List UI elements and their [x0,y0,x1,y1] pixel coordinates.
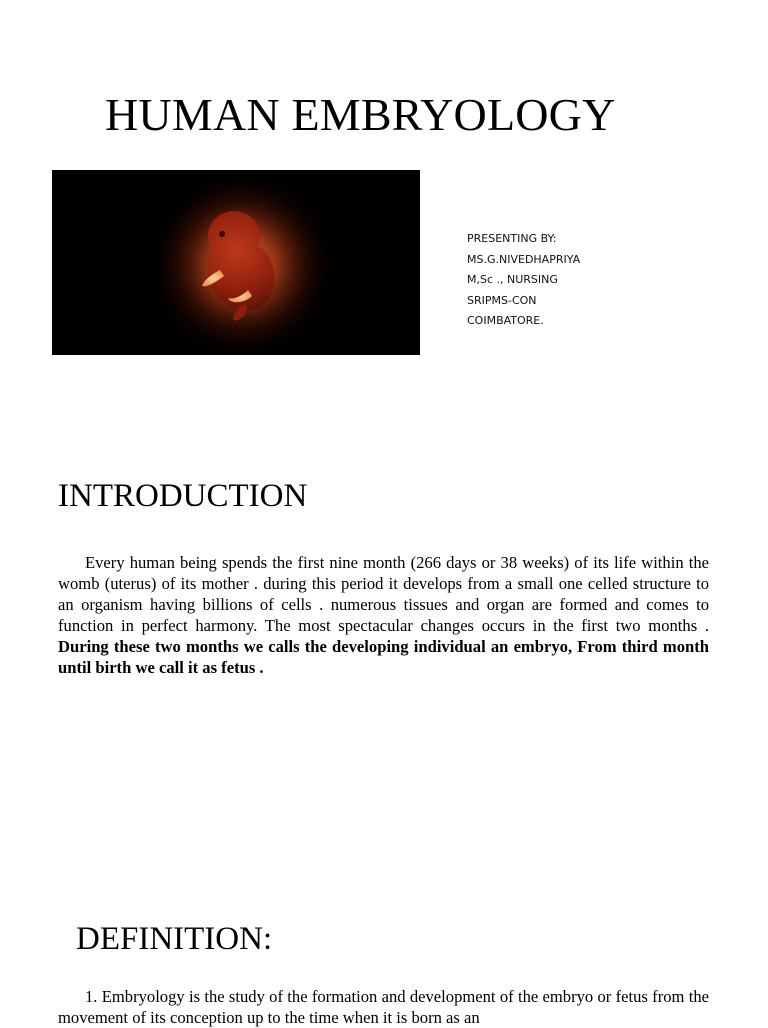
page-title: HUMAN EMBRYOLOGY [105,89,616,140]
definition-heading: DEFINITION: [76,921,273,957]
presenter-institution: SRIPMS-CON [467,293,537,307]
embryo-image [52,170,420,355]
introduction-paragraph [58,552,709,678]
presenter-name: MS.G.NIVEDHAPRIYA [467,252,581,266]
presenter-line: PRESENTING BY: [467,232,557,245]
definition-paragraph: 1. Embryology is the study of the formation and development of the embryo or fetus from the movement of its conception up to the time when it is born as an [58,987,709,1027]
introduction-heading: INTRODUCTION [58,478,308,514]
embryo-illustration [52,170,420,355]
presenter-city: COIMBATORE. [467,314,544,327]
introduction-emphasis: During these two months we calls the developing individual an embryo, From third month until birth we call it as fetus . [58,637,709,677]
presenter-qualification: M,Sc ., NURSING [467,273,558,286]
introduction-text: Every human being spends the first nine month (266 days or 38 weeks) of its life within the womb (uterus) of its mother . during this period it develops from a small one celled structure to an organism having billions of cells . numerous tissues and organ are formed and comes to function in perfect harmony. The most spectacular changes occurs in the first two months . [58,553,709,635]
presenter-info [467,229,580,332]
